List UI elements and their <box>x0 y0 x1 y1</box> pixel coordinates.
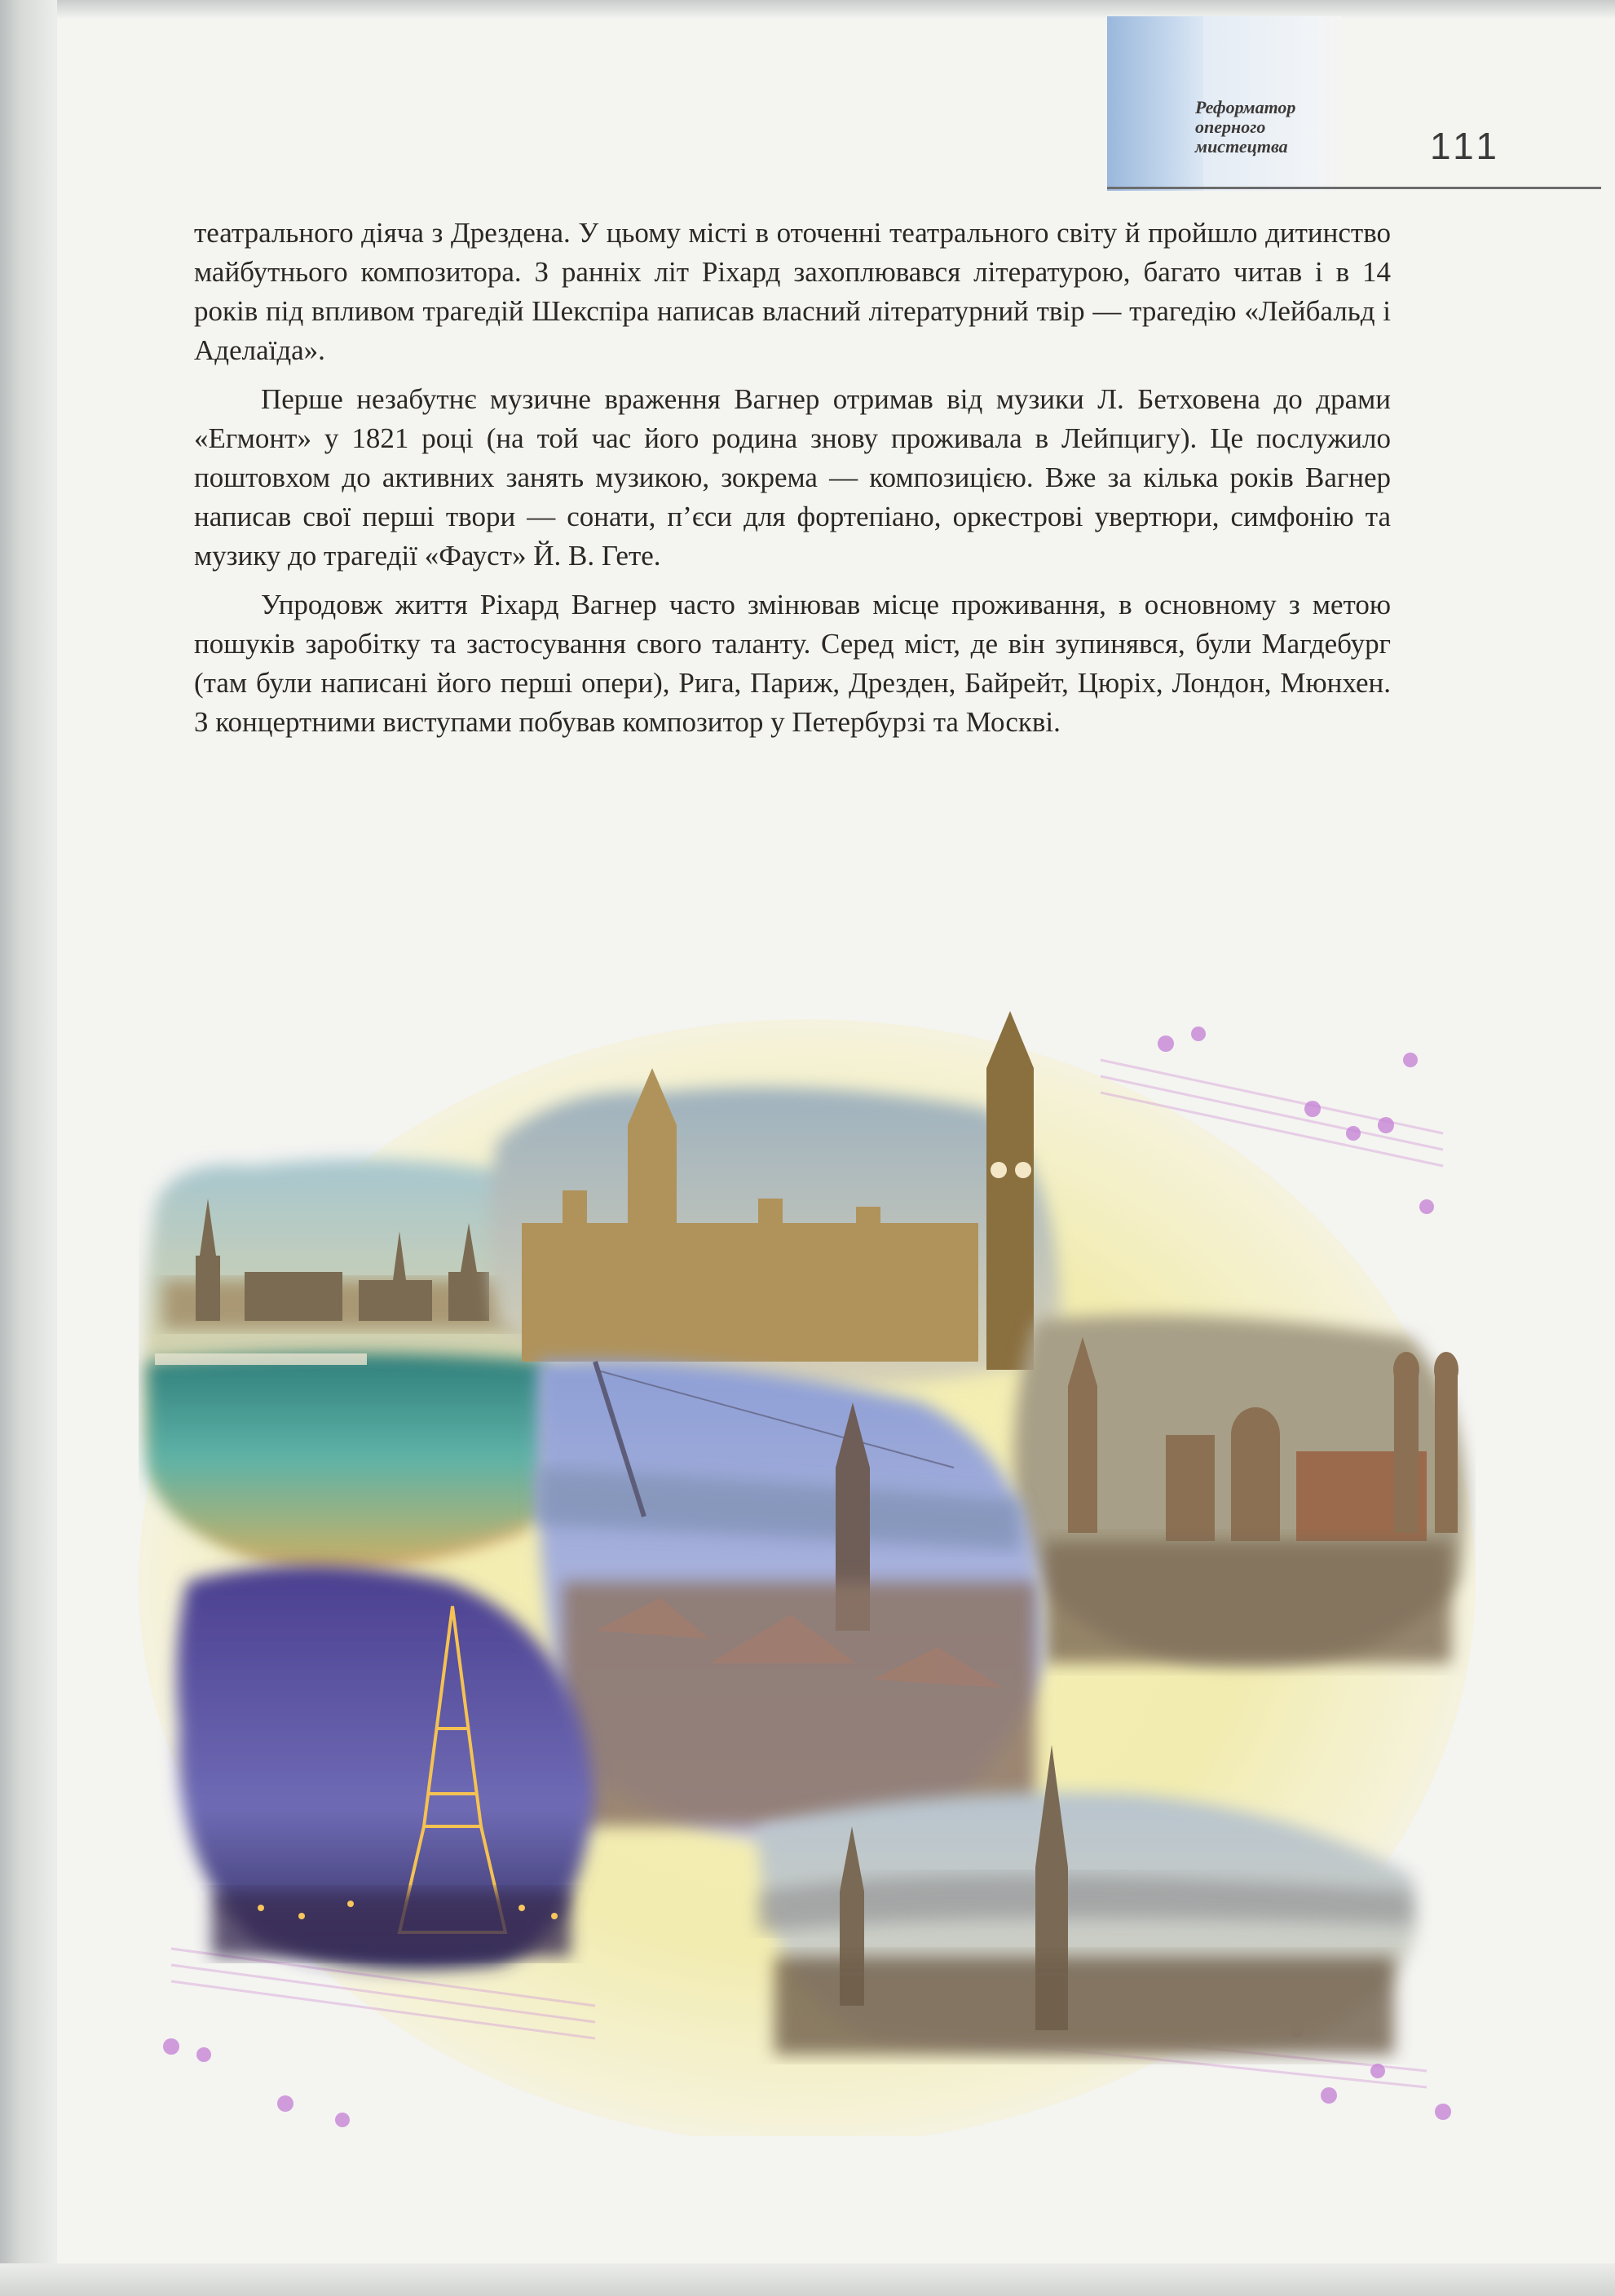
page-number: 111 <box>1430 125 1502 167</box>
running-head <box>1195 98 1391 157</box>
scan-left-edge <box>0 0 57 2296</box>
munich-skyline-image <box>1013 1315 1465 1666</box>
chapter-tab <box>1107 16 1203 191</box>
scan-top-edge <box>0 0 1615 18</box>
paragraph: Перше незабутнє музичне враження Вагнер отримав від музики Л. Бетховена до драми «Егмонт» у 1821 році (на той час його родина знову проживала в Лейпцигу). Це послужило поштовхом до активних занять музикою, зокрема — композицією. Вже за кілька років Вагнер написав свої перші твори — сонати, п’єси для фортепіано, оркестрові увертюри, симфонію та музику до трагедії «Фауст» Й. В. Гете. <box>194 383 1391 572</box>
running-head-line: Реформатор <box>1195 97 1296 117</box>
scan-bottom-edge <box>0 2263 1615 2296</box>
cities-collage <box>139 1011 1476 2136</box>
paragraph: Упродовж життя Ріхард Вагнер часто змінював місце проживання, в основному з метою пошуків заробітку та застосування свого таланту. Серед міст, де він зупинявся, були Магдебург (там були написані його перші опери), Рига, Париж, Дрезден, Байрейт, Цюріх, Лондон, Мюнхен. З концертними виступами побував композитор у Петербурзі та Москві. <box>194 589 1391 738</box>
running-head-line: мистецтва <box>1195 136 1288 157</box>
running-head-line: оперного <box>1195 117 1266 137</box>
body-text <box>194 214 1391 742</box>
riga-panorama-image <box>537 1361 1044 1851</box>
header-rule <box>1107 187 1601 189</box>
paragraph: театрального діяча з Дрездена. У цьому місті в оточенні театрального світу й пройшло дитинство майбутнього композитора. З ранніх літ Ріхард захоплювався літературою, багато читав і в 14 років під впливом трагедій Шекспіра написав власний літературний твір — трагедію «Лейбальд і Аделаїда». <box>194 217 1391 366</box>
